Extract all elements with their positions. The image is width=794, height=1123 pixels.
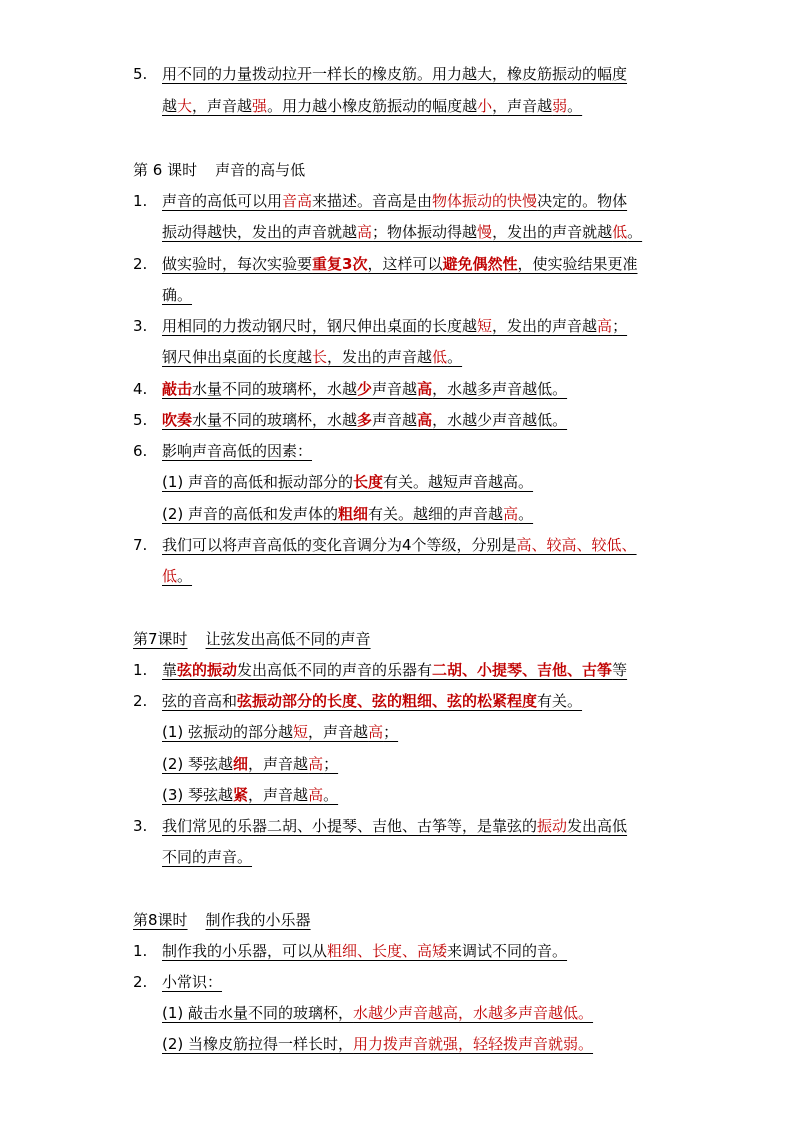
item-text: 敲击水量不同的玻璃杯，水越少声音越高，水越多声音越低。 (162, 380, 568, 398)
item-number: 5. (133, 65, 148, 83)
item-text: 越大，声音越强。用力越小橡皮筋振动的幅度越小，声音越弱。 (162, 97, 583, 115)
item-text: 不同的声音。 (162, 848, 253, 866)
item-text: (2) 当橡皮筋拉得一样长时，用力拨声音就强，轻轻拨声音就弱。 (162, 1035, 594, 1053)
item-number: 2. (133, 973, 148, 991)
item-text: 确。 (162, 286, 193, 304)
item-text: 用相同的力拨动钢尺时，钢尺伸出桌面的长度越短，发出的声音越高； (162, 317, 628, 335)
item-text: 声音的高低可以用音高来描述。音高是由物体振动的快慢决定的。物体 (162, 192, 628, 210)
item-text: (2) 琴弦越细，声音越高； (162, 755, 339, 773)
item-text: (1) 声音的高低和振动部分的长度有关。越短声音越高。 (162, 473, 534, 491)
item-text: (3) 琴弦越紧，声音越高。 (162, 786, 339, 804)
lesson-heading: 第 6 课时 声音的高与低 (133, 161, 306, 179)
item-number: 6. (133, 442, 148, 460)
item-text: 低。 (162, 567, 193, 585)
item-text: 我们常见的乐器二胡、小提琴、吉他、古筝等，是靠弦的振动发出高低 (162, 817, 628, 835)
item-text: 振动得越快，发出的声音就越高；物体振动得越慢，发出的声音就越低。 (162, 223, 643, 241)
item-text: 用不同的力量拨动拉开一样长的橡皮筋。用力越大，橡皮筋振动的幅度 (162, 65, 628, 83)
item-number: 5. (133, 411, 148, 429)
item-number: 7. (133, 536, 148, 554)
item-text: (2) 声音的高低和发声体的粗细有关。越细的声音越高。 (162, 505, 534, 523)
item-number: 2. (133, 692, 148, 710)
item-text: 靠弦的振动发出高低不同的声音的乐器有二胡、小提琴、吉他、古筝等 (162, 661, 628, 679)
item-text: 影响声音高低的因素： (162, 442, 313, 460)
item-text: 制作我的小乐器，可以从粗细、长度、高矮来调试不同的音。 (162, 942, 568, 960)
item-number: 3. (133, 817, 148, 835)
lesson-heading: 第8课时 制作我的小乐器 (133, 911, 311, 929)
item-number: 1. (133, 192, 148, 210)
lesson-heading: 第7课时 让弦发出高低不同的声音 (133, 630, 371, 648)
item-number: 4. (133, 380, 148, 398)
item-number: 2. (133, 255, 148, 273)
item-text: 吹奏水量不同的玻璃杯，水越多声音越高，水越少声音越低。 (162, 411, 568, 429)
item-text: 钢尺伸出桌面的长度越长，发出的声音越低。 (162, 348, 463, 366)
item-number: 1. (133, 661, 148, 679)
item-text: 小常识： (162, 973, 223, 991)
item-number: 1. (133, 942, 148, 960)
item-text: (1) 敲击水量不同的玻璃杯，水越少声音越高，水越多声音越低。 (162, 1004, 594, 1022)
item-text: (1) 弦振动的部分越短，声音越高； (162, 723, 399, 741)
item-text: 弦的音高和弦振动部分的长度、弦的粗细、弦的松紧程度有关。 (162, 692, 583, 710)
item-text: 做实验时，每次实验要重复3次，这样可以避免偶然性，使实验结果更准 (162, 255, 638, 273)
item-number: 3. (133, 317, 148, 335)
item-text: 我们可以将声音高低的变化音调分为4个等级，分别是高、较高、较低、 (162, 536, 637, 554)
